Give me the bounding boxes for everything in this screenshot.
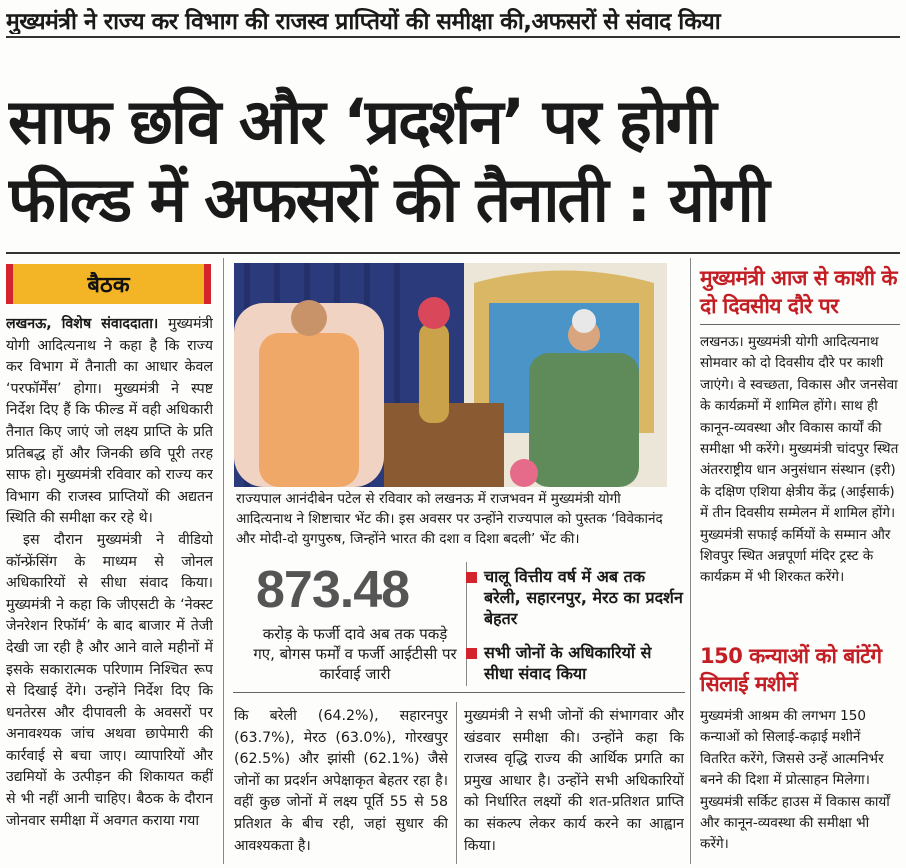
headline-line-1: साफ छवि और ‘प्रदर्शन’ पर होगी	[8, 86, 715, 158]
news-photo	[234, 263, 667, 487]
highlight-text-1: चालू वित्तीय वर्ष में अब तक बरेली, सहारनपुर, मेरठ का प्रदर्शन बेहतर	[484, 567, 683, 628]
kicker: मुख्यमंत्री ने राज्य कर विभाग की राजस्व प्राप्तियों की समीक्षा की,अफसरों से संवाद किया	[6, 9, 721, 34]
col2-paragraph: कि बरेली (64.2%), सहारनपुर (63.7%), मेरठ (63.0%), गोरखपुर (62.5%) और झांसी (62.1%) जैसे जोनों का प्रदर्शन अपेक्षाकृत बेहतर रहा है। वहीं कुछ जोनों में लक्ष्य पूर्ति 55 से 58 प्रतिशत के बीच रही, जहां सुधार की आवश्यकता है।	[234, 708, 448, 854]
sidebar-story-1-text: लखनऊ। मुख्यमंत्री योगी आदित्यनाथ सोमवार को दो दिवसीय दौरे पर काशी जाएंगे। वे स्वच्छता, विकास और जनसेवा के कार्यक्रमों में शामिल होंगे। साथ ही कानून-व्यवस्था और विकास कार्यों की समीक्षा भी करेंगे। मुख्यमंत्री चांदपुर स्थित अंतरराष्ट्रीय धान अनुसंधान संस्थान (इरी) के दक्षिण एशिया क्षेत्रीय केंद्र (आईसार्क) में तीन दिवसीय सम्मेलन में शामिल होंगे। मुख्यमंत्री सफाई कर्मियों के सम्मान और शिवपुर स्थित अन्नपूर्णा मंदिर ट्रस्ट के कार्यक्रम में भी शिरकत करेंगे।	[700, 334, 899, 586]
stat-rule	[233, 692, 685, 693]
stat-number: 873.48	[256, 561, 410, 619]
sidebar-rule	[700, 324, 900, 325]
sidebar-story-2	[700, 706, 900, 864]
kicker-rule	[6, 36, 900, 38]
headline-line-2: फील्ड में अफसरों की तैनाती : योगी	[8, 164, 768, 236]
sidebar-story-2-text: मुख्यमंत्री आश्रम की लगभग 150 कन्याओं को सिलाई-कढ़ाई मशीनें वितरित करेंगे, जिससे उन्हें आत्मनिर्भर बनने की दिशा में प्रोत्साहन मिलेगा। मुख्यमंत्री सर्किट हाउस में विकास कार्यों और कानून-व्यवस्था की समीक्षा भी करेंगे।	[700, 708, 890, 853]
column-divider	[223, 258, 224, 864]
sidebar-heading-1: मुख्यमंत्री आज से काशी के दो दिवसीय दौरे पर	[700, 266, 898, 318]
story-column-2	[234, 706, 448, 864]
highlight-item	[484, 566, 684, 629]
sidebar-heading-2: 150 कन्याओं को बांटेंगे सिलाई मशीनें	[700, 644, 882, 696]
col3-paragraph: मुख्यमंत्री ने सभी जोनों की संभागवार और खंडवार समीक्षा की। उन्होंने कहा कि राजस्व वृद्धि राज्य की आर्थिक प्रगति का प्रमुख आधार है। उन्होंने सभी अधिकारियों को निर्धारित लक्ष्यों की शत-प्रतिशत प्राप्ति का संकल्प लेकर कार्य करने का आह्वान किया।	[464, 708, 684, 854]
bullet-square-icon	[466, 648, 477, 659]
section-tag	[6, 264, 211, 304]
story-column-1	[6, 314, 213, 864]
column-divider	[690, 258, 691, 864]
highlight-text-2: सभी जोनों के अधिकारियों से सीधा संवाद किया	[484, 643, 652, 683]
col1-paragraph-2: इस दौरान मुख्यमंत्री ने वीडियो कॉन्फ्रेंसिंग के माध्यम से जोनल अधिकारियों से सीधा संवाद किया। मुख्यमंत्री ने कहा कि जीएसटी के ‘नेक्स्ट जेनरेशन रिफॉर्म’ के बाद बाजार में तेजी देखी जा रही है और आने वाले महीनों में इसके सकारात्मक परिणाम निश्चित रूप से दिखाई देंगे। उन्होंने निर्देश दिए कि धनतेरस और दीपावली के अवसरों पर अनावश्यक जांच अथवा छापेमारी की कार्रवाई से बचा जाए। व्यापारियों और उद्यमियों के उत्पीड़न की शिकायत कहीं से भी नहीं आनी चाहिए। बैठक के दौरान जोनवार समीक्षा में अवगत कराया गया	[6, 531, 213, 829]
story-column-3	[464, 706, 684, 864]
sidebar-story-1	[700, 332, 900, 636]
highlight-item	[484, 642, 684, 684]
headline-rule	[6, 252, 900, 254]
col1-paragraph-1: मुख्यमंत्री योगी आदित्यनाथ ने कहा है कि राज्य कर विभाग में तैनाती का आधार केवल ‘परफॉर्मेंस’ होगा। मुख्यमंत्री ने स्पष्ट निर्देश दिए हैं कि फील्ड में वही अधिकारी तैनात किए जाएं जो लक्ष्य प्राप्ति के प्रति प्रतिबद्ध हों और जिनकी छवि पूरी तरह साफ हो। मुख्यमंत्री रविवार को राज्य कर विभाग की राजस्व प्राप्तियों की अद्यतन स्थिति की समीक्षा कर रहे थे।	[6, 316, 213, 527]
column-divider	[456, 702, 457, 864]
photo-caption: राज्यपाल आनंदीबेन पटेल से रविवार को लखनऊ में राजभवन में मुख्यमंत्री योगी आदित्यनाथ ने शिष्टाचार भेंट की। इस अवसर पर उन्होंने राज्यपाल को पुस्तक ‘विवेकानंद और मोदी-दो युगपुरुष, जिन्होंने भारत की दशा व दिशा बदली’ भेंट की।	[236, 491, 663, 547]
dateline: लखनऊ, विशेष संवाददाता।	[6, 316, 159, 332]
bullet-square-icon	[466, 572, 477, 583]
photo-illustration	[234, 263, 667, 487]
section-tag-label: बैठक	[87, 273, 130, 298]
stat-text: करोड़ के फर्जी दावे अब तक पकड़े गए, बोगस फर्मों व फर्जी आईटीसी पर कार्रवाई जारी	[253, 625, 457, 683]
